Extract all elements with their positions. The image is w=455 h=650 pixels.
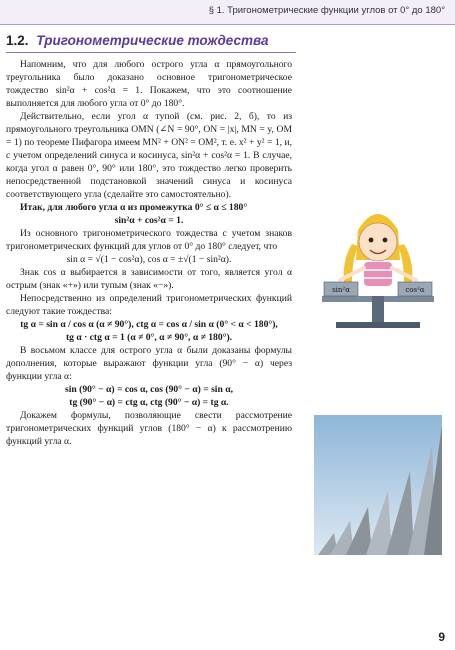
architecture-photo <box>314 415 442 555</box>
page-number: 9 <box>438 630 445 644</box>
left-weight-label: sin²α <box>332 286 350 294</box>
paragraph-6: Непосредственно из определений тригонометрических функций следуют такие тождества: <box>6 293 292 317</box>
formula-sin-cos-root: sin α = √(1 − cos²α), cos α = ±√(1 − sin²α). <box>66 254 232 265</box>
paragraph-5: Знак cos α выбирается в зависимости от того, является угол α острым (знак «+») или тупым (знак «−»). <box>6 267 292 291</box>
section-number: 1.2. <box>6 33 29 48</box>
formula-tg-times-ctg: tg α · ctg α = 1 (α ≠ 0°, α ≠ 90°, α ≠ 180°). <box>65 332 233 343</box>
section-name: Тригонометрические тождества <box>36 33 269 48</box>
right-weight-label: cos²α <box>405 286 425 294</box>
header-bar <box>0 0 455 25</box>
paragraph-3: Итак, для любого угла α из промежутка 0° ≤ α ≤ 180° <box>20 202 248 213</box>
section-title <box>6 33 268 48</box>
paragraph-4: Из основного тригонометрического тождества с учетом знаков тригонометрических функций для углов от 0° до 180° следует, что <box>6 228 292 252</box>
text-column <box>6 58 292 448</box>
formula-main-identity: sin²α + cos²α = 1. <box>114 215 184 226</box>
running-header: § 1. Тригонометрические функции углов от 0° до 180° <box>208 5 445 16</box>
paragraph-7: В восьмом классе для острого угла α были доказаны формулы дополнения, которые выражают функции угла (90° − α) через функции угла α: <box>6 345 292 382</box>
formula-tg-ctg: tg α = sin α / cos α (α ≠ 90°), ctg α = cos α / sin α (0° < α < 180°), <box>20 319 278 330</box>
paragraph-1: Напомним, что для любого острого угла α прямоугольного треугольника было доказано основное тригонометрическое тождество sin²α + cos²α = 1. Покажем, что это соотношение выполняется для любого угла от 0° до 180°. <box>6 59 292 109</box>
title-underline <box>6 52 296 53</box>
paragraph-8: Докажем формулы, позволяющие свести рассмотрение тригонометрических функций углов (180° − α) к рассмотрению функций угла α. <box>6 410 292 447</box>
formula-complement-sin-cos: sin (90° − α) = cos α, cos (90° − α) = sin α, <box>65 384 233 395</box>
formula-complement-tg-ctg: tg (90° − α) = ctg α, ctg (90° − α) = tg α. <box>69 397 229 408</box>
girl-with-scales-illustration <box>314 200 442 330</box>
paragraph-2: Действительно, если угол α тупой (см. рис. 2, б), то из прямоугольного треугольника OMN (∠N = 90°, ON = |x|, MN = y, OM = 1) по теореме Пифагора имеем MN² + ON² = OM², т. е. x² + y² = 1, и, с учетом определений синуса и косинуса, sin²α + cos²α = 1. В случае, когда угол α равен 0°, 90° или 180°, это тождество легко проверить непосредственной подстановкой значений синуса и косинуса соответствующего угла (сделайте это самостоятельно). <box>6 111 292 200</box>
